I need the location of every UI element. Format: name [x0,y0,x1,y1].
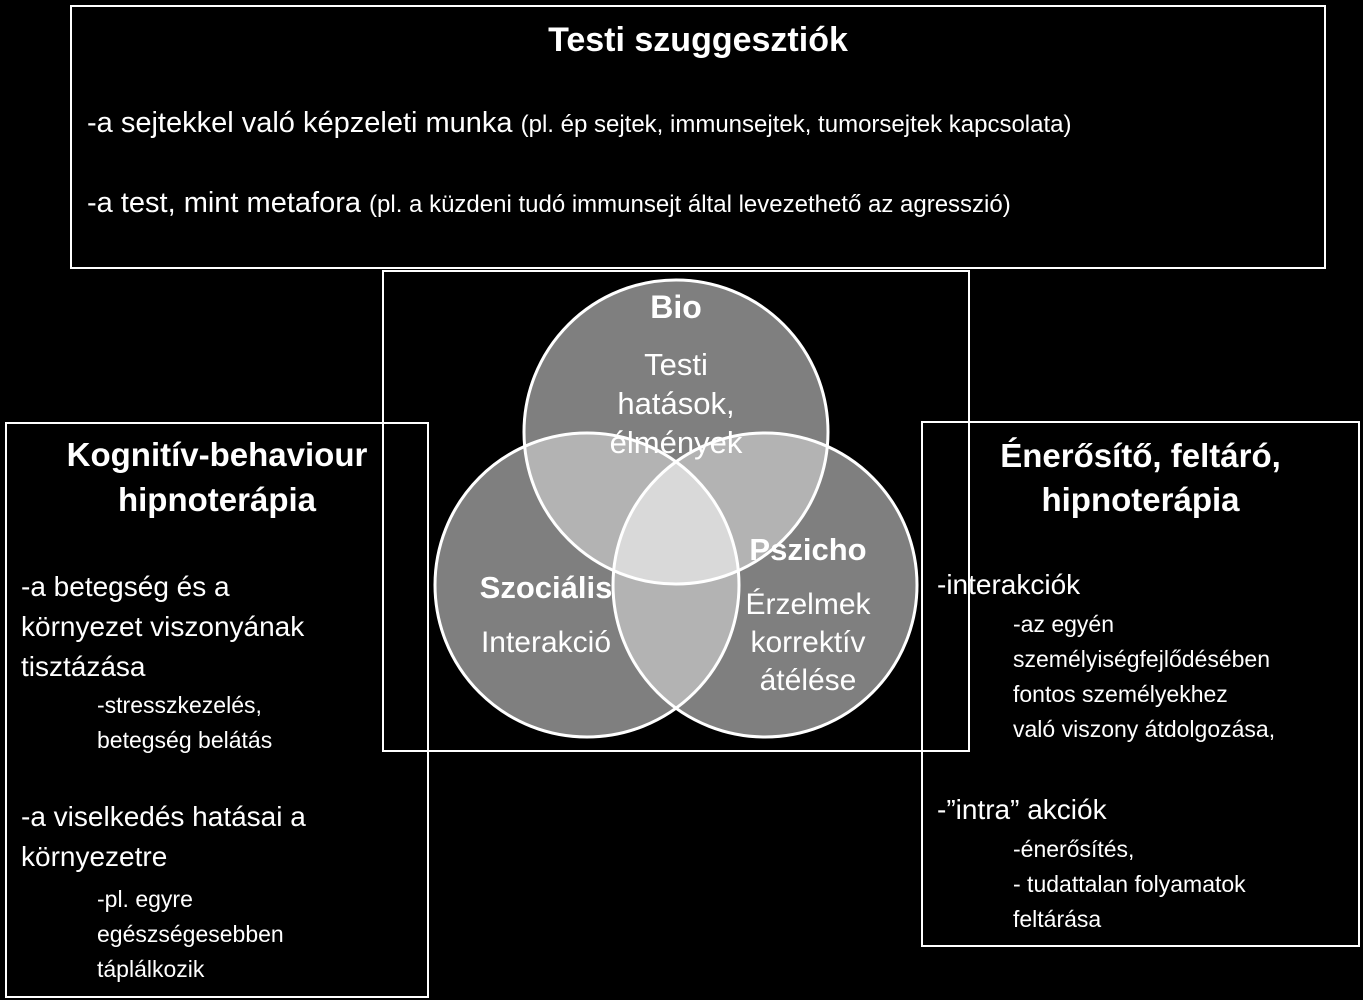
venn-psycho-title: Pszicho [749,532,867,567]
right-item2-sub-2: - tudattalan folyamatok [1013,871,1246,897]
venn-social-title: Szociális [479,570,613,605]
left-item1-sub-1: -stresszkezelés, [97,692,262,718]
left-box-heading-2: hipnoterápia [117,481,317,518]
top-line-2-detail: (pl. a küzdeni tudó immunsejt által levezethető az agresszió) [369,191,1011,218]
left-item1-sub-2: betegség belátás [97,727,273,753]
venn-psycho-line-1: Érzelmek [745,588,871,621]
right-item2-sub-1: -énerősítés, [1013,836,1135,862]
venn-bio-line-1: Testi [644,347,708,382]
top-box-title: Testi szuggesztiók [548,21,848,59]
venn-bio-line-2: hatások, [617,386,735,421]
top-line-2-main: -a test, mint metafora [87,187,370,219]
right-item2-sub-3: feltárása [1013,906,1102,932]
left-item2-sub-1: -pl. egyre [97,886,193,912]
venn-psycho-line-3: átélése [759,664,857,697]
left-item2-sub-2: egészségesebben [97,921,284,947]
left-item2-sub-3: táplálkozik [97,956,205,982]
left-box-heading-1: Kognitív-behaviour [66,436,368,473]
left-item1-line-3: tisztázása [21,651,146,682]
venn-bio-line-3: élmények [609,425,743,460]
right-item1-sub-3: fontos személyekhez [1013,681,1228,707]
right-box-heading-2: hipnoterápia [1041,481,1240,518]
left-item2-line-1: -a viselkedés hatásai a [21,801,306,832]
right-box-heading-1: Énerősítő, feltáró, [1000,437,1281,474]
left-item1-line-2: környezet viszonyának [21,611,305,642]
venn-psycho-line-2: korrektív [750,626,866,659]
right-item2: -”intra” akciók [937,794,1107,825]
right-item1-sub-1: -az egyén [1013,611,1115,637]
right-item1-sub-4: való viszony átdolgozása, [1013,716,1276,742]
top-line-1-main: -a sejtekkel való képzeleti munka [87,107,521,139]
left-item1-line-1: -a betegség és a [21,571,230,602]
left-item2-line-2: környezetre [21,841,168,872]
right-item1: -interakciók [937,569,1081,600]
top-line-1-detail: (pl. ép sejtek, immunsejtek, tumorsejtek kapcsolata) [520,111,1072,138]
venn-bio-title: Bio [650,289,702,325]
right-item1-sub-2: személyiségfejlődésében [1013,646,1270,672]
venn-social-line-1: Interakció [480,626,612,659]
